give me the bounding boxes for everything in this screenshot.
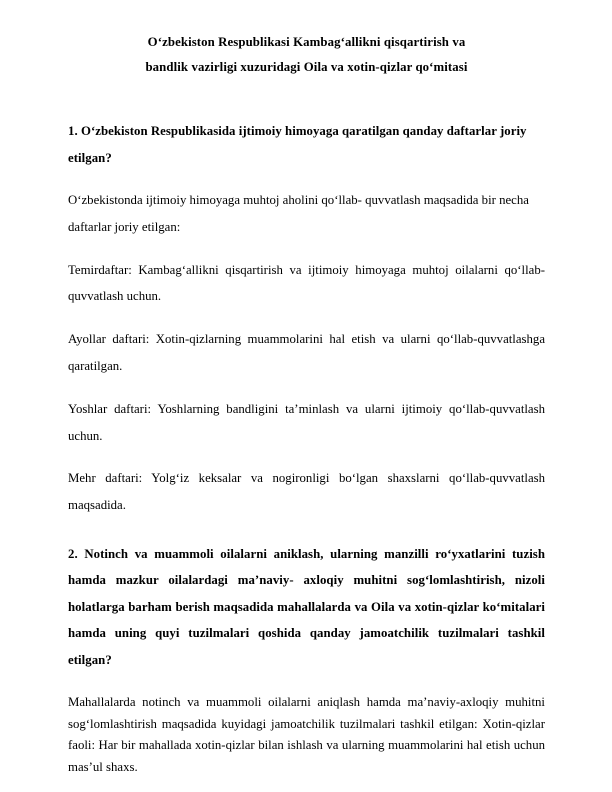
- answer-1-intro-paragraph: Oʻzbekistonda ijtimoiy himoyaga muhtoj aholini qoʻllab- quvvatlash maqsadida bir necha daftarlar joriy etilgan:: [68, 193, 529, 234]
- question-1-heading: 1. Oʻzbekiston Respublikasida ijtimoiy himoyaga qaratilgan qanday daftarlar joriy etilgan?: [68, 124, 527, 165]
- answer-2-paragraph: Mahallalarda notinch va muammoli oilalarni aniqlash hamda ma’naviy-axloqiy muhitni sogʻlomlashtirish maqsadida kuyidagi jamoatchilik tuzilmalari tashkil etilgan: Xotin-qizlar faoli: Har bir mahallada xotin-qizlar bilan ishlash va ularning muammolarini hal etish uchun mas’ul shaxs.: [68, 695, 545, 774]
- question-2-heading: 2. Notinch va muammoli oilalarni aniklash, ularning manzilli roʻyxatlarini tuzish hamda mazkur oilalardagi ma’naviy- axloqiy muhitni sogʻlomlashtirish, nizoli holatlarga barham berish maqsadida mahallalarda va Oila va xotin-qizlar koʻmitalari hamda uning quyi tuzilmalari qoshida qanday jamoatchilik tuzilmalari tashkil etilgan?: [68, 546, 545, 667]
- document-title-line-2: bandlik vazirligi xuzuridagi Oila va xotin-qizlar qoʻmitasi: [145, 60, 468, 74]
- document-title-line-1: Oʻzbekiston Respublikasi Kambagʻallikni qisqartirish va: [147, 35, 466, 49]
- answer-1-item-yoshlar-daftari: Yoshlar daftari: Yoshlarning bandligini ta’minlash va ularni ijtimoiy qoʻllab-quvvatlash uchun.: [68, 401, 545, 443]
- answer-1-item-mehr-daftari: Mehr daftari: Yolgʻiz keksalar va nogironligi boʻlgan shaxslarni qoʻllab-quvvatlash maqsadida.: [68, 471, 545, 513]
- document-body: [68, 30, 545, 791]
- document-title: [68, 30, 545, 80]
- answer-1-item-ayollar-daftari: Ayollar daftari: Xotin-qizlarning muammolarini hal etish va ularni qoʻllab-quvvatlashga qaratilgan.: [68, 332, 545, 373]
- answer-1-item-temirdaftar: Temirdaftar: Kambagʻallikni qisqartirish va ijtimoiy himoyaga muhtoj oilalarni qoʻllab-quvvatlash uchun.: [68, 262, 545, 304]
